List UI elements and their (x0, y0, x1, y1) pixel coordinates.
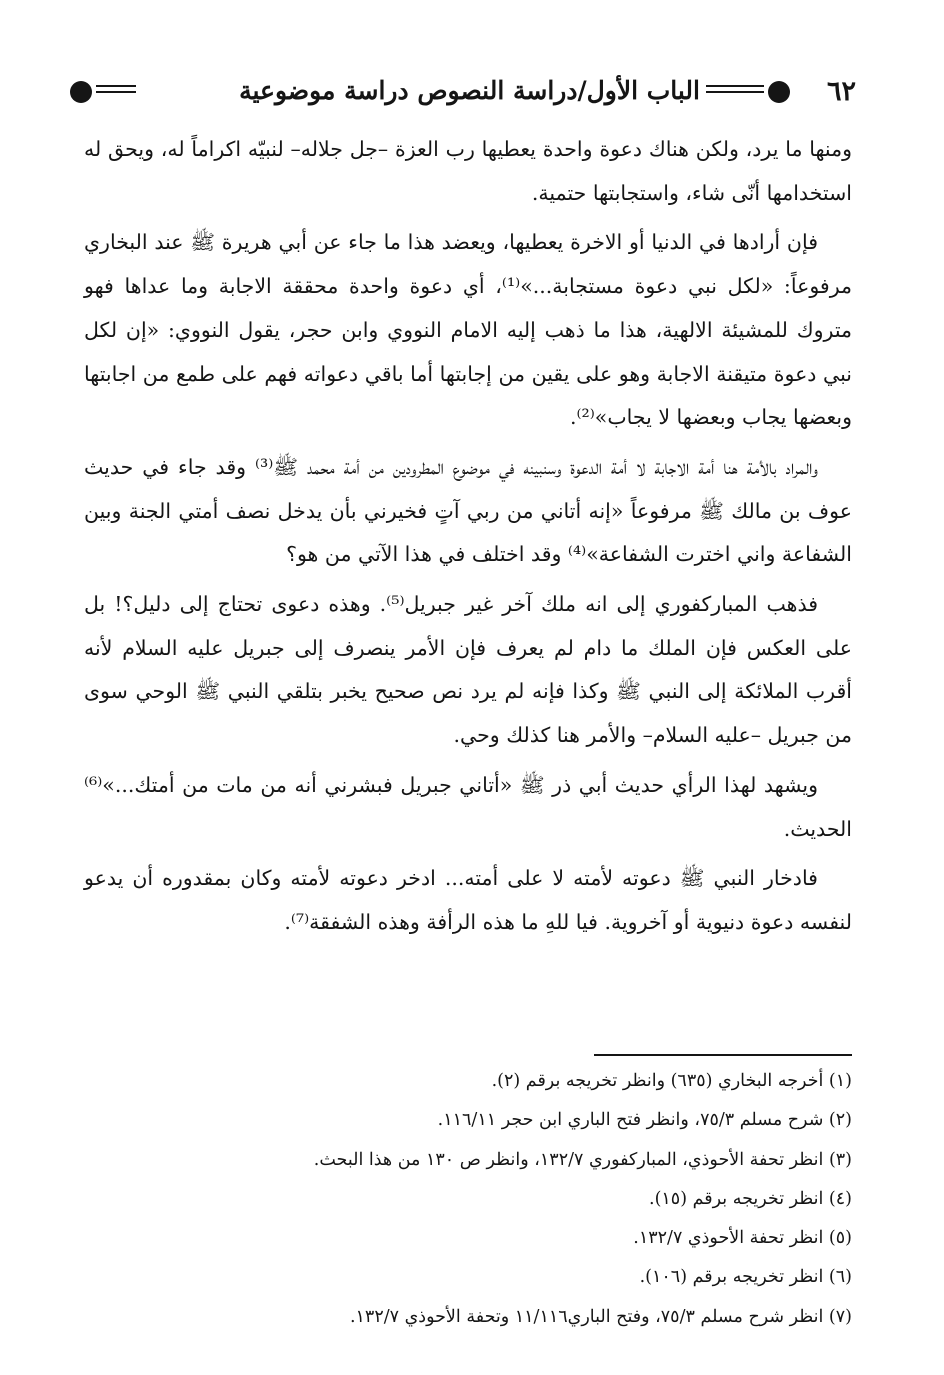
paragraph: فإن أرادها في الدنيا أو الاخرة يعطيها، ويعضد هذا ما جاء عن أبي هريرة ﷺ عند البخاري مرفوعاً: «لكل نبي دعوة مستجابة...»⁽¹⁾، أي دعوة واحدة محققة الاجابة وما عداها فهو متروك للمشيئة الالهية، هذا ما ذهب إليه الامام النووي وابن حجر، يقول النووي: «إن لكل نبي دعوة متيقنة الاجابة وهو على يقين من إجابتها أما باقي دعواته فهم على طمع من اجابتها وبعضها يجاب وبعضها لا يجاب»⁽²⁾. (84, 230, 852, 430)
paragraph: فادخار النبي ﷺ دعوته لأمته لا على أمته... ادخر دعوته لأمته وكان بمقدوره أن يدعو لنفسه دعوة دنيوية أو آخروية. فيا للهِ ما هذه الرأفة وهذه الشفقة⁽⁷⁾. (84, 866, 852, 934)
paragraph: والمراد بالأمة هنا أمة الاجابة لا أمة الدعوة وسنبينه في موضوع المطرودين من أمة محمد ﷺ⁽³⁾ وقد جاء في حديث عوف بن مالك ﷺ مرفوعاً «إنه أتاني من ربي آتٍ فخيرني بأن يدخل نصف أمتي الجنة وبين الشفاعة واني اخترت الشفاعة»⁽⁴⁾ وقد اختلف في هذا الآتي من هو؟ (84, 454, 852, 567)
footnote: (٣) انظر تحفة الأحوذي، المباركفوري ١٣٢/٧، وانظر ص ١٣٠ من هذا البحث. (313, 1149, 852, 1170)
footnote-separator (594, 1054, 852, 1056)
paragraph: ويشهد لهذا الرأي حديث أبي ذر ﷺ «أتاني جبريل فبشرني أنه من مات من أمتك...»⁽⁶⁾ الحديث. (84, 772, 852, 841)
page-number: ٦٢ (826, 76, 856, 107)
main-text (84, 128, 852, 951)
ornament-dot-icon (70, 81, 92, 103)
paragraph: ومنها ما يرد، ولكن هناك دعوة واحدة يعطيها رب العزة –جل جلاله– لنبيّه اكراماً له، ويحق له استخدامها أنّى شاء، واستجابتها حتمية. (84, 137, 852, 205)
page-header (70, 72, 856, 112)
footnote: (٢) شرح مسلم ٧٥/٣، وانظر فتح الباري ابن حجر ١١٦/١١. (437, 1110, 852, 1131)
paragraph: فذهب المباركفوري إلى انه ملك آخر غير جبريل⁽⁵⁾. وهذه دعوى تحتاج إلى دليل؟! بل على العكس فإن الملك ما دام لم يعرف فإن الأمر ينصرف إلى جبريل عليه السلام لأنه أقرب الملائكة إلى النبي ﷺ وكذا فإنه لم يرد نص صحيح يخبر بتلقي النبي ﷺ الوحي سوى من جبريل –عليه السلام– والأمر هنا كذلك وحي. (84, 592, 852, 748)
footnote: (٤) انظر تخريجه برقم (١٥). (649, 1188, 852, 1209)
header-double-rule (96, 85, 136, 93)
footnote: (٧) انظر شرح مسلم ٧٥/٣، وفتح الباري١١/١١٦ وتحفة الأحوذي ١٣٢/٧. (349, 1306, 852, 1327)
running-title: الباب الأول/دراسة النصوص دراسة موضوعية (239, 76, 700, 105)
footnotes (84, 1062, 852, 1337)
footnote: (٥) انظر تحفة الأحوذي ١٣٢/٧. (633, 1228, 852, 1249)
ornament-dot-icon (768, 81, 790, 103)
footnote: (١) أخرجه البخاري (٦٣٥) وانظر تخريجه برقم (٢). (491, 1071, 852, 1091)
header-double-rule (706, 85, 764, 93)
footnote: (٦) انظر تخريجه برقم (١٠٦). (639, 1267, 852, 1288)
